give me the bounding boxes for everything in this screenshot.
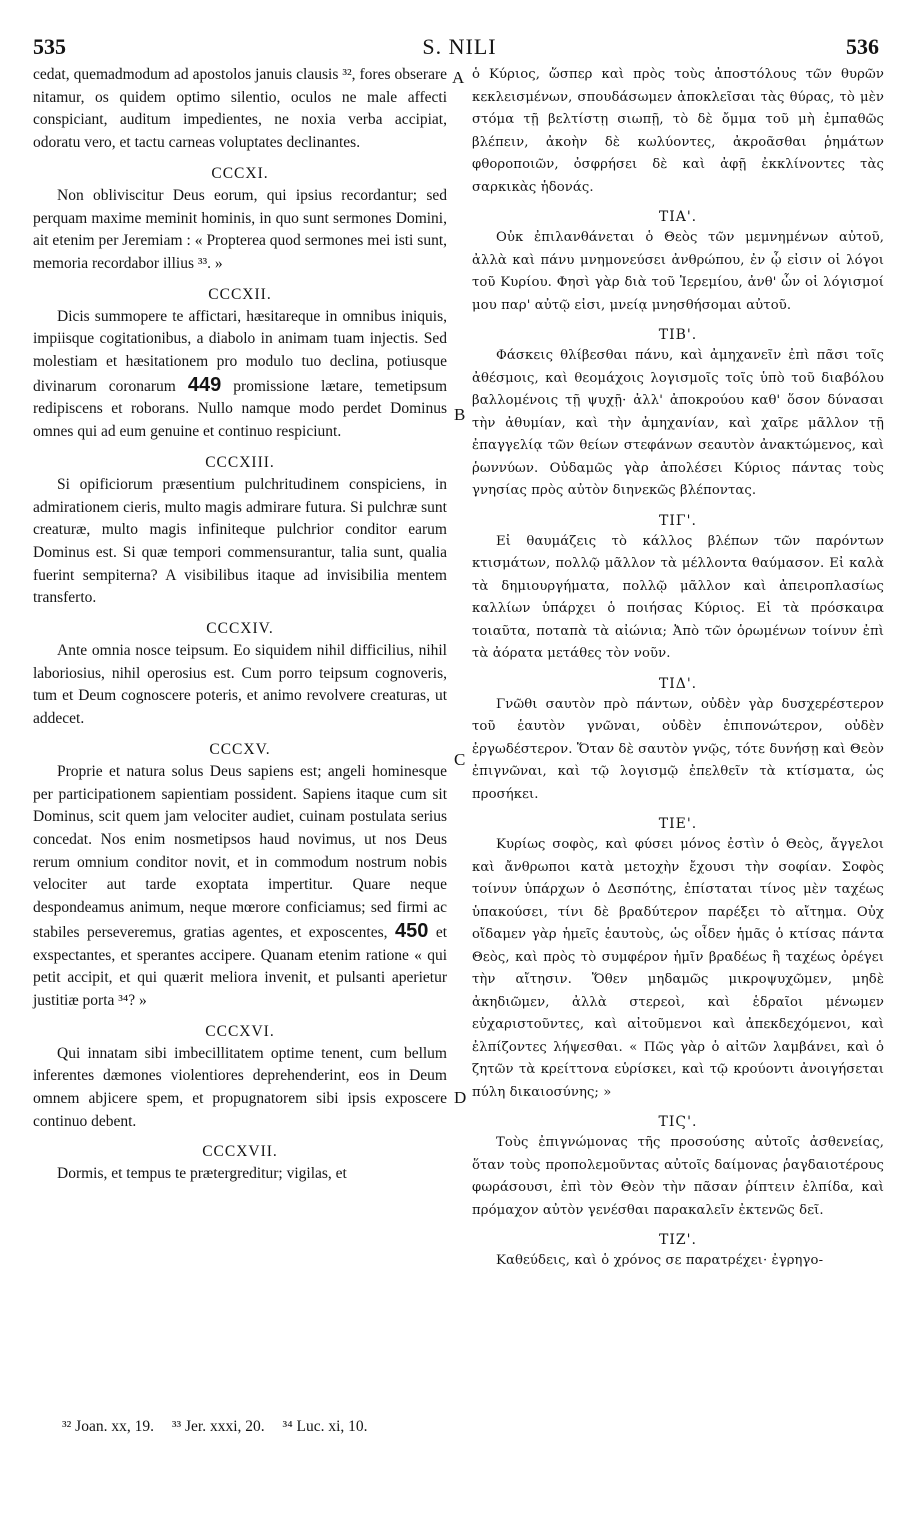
page-header [0,0,919,64]
greek-heading-314: ΤΙΔ'. [658,675,698,692]
latin-text-312-b: promissione lætare, temetipsum redipiscens et roborans. Nullo namque modo perdet Dominus omnes qui ad eum genuine et continuo respiciunt. [33,377,447,441]
margin-marker-b: B [454,405,466,424]
latin-text-315 [33,761,447,1013]
greek-heading-315: ΤΙΕ'. [658,816,698,832]
latin-text-312-a: Dicis summopere te affictari, hæsitareque in omnibus iniquis, impiisque cogitationibus, a diabolo in animam tuam injectis. Sed molestiam et hæsitationem pro modulo tuo declina, potiusque divinarum coronarum [33,307,447,395]
latin-heading-311: CCCXI. [211,164,269,182]
page-number-right: 536 [846,34,879,59]
margin-marker-a: A [452,68,465,87]
margin-marker-d: D [454,1088,467,1107]
greek-text-316: Τοὺς ἐπιγνώμονας τῆς προσούσης αὐτοῖς ἀσθενείας, ὅταν τοὺς προπολεμοῦντας αὐτοῖς δαίμονας ῥαγδαιοτέρους φωράσουσι, ἐπὶ τὸν Θεὸν τὴν πᾶσαν ῥίπτειν ἐλπίδα, καὶ πρόμαχον αὐτὸν γενέσθαι παρακαλεῖν ἐκτενῶς δεῖ. [472,1135,884,1218]
latin-text-313: Si opificiorum præsentium pulchritudinem conspiciens, in admirationem cieris, multo magis admirare futura. Si pulchræ sunt creaturæ, multo magis infiniteque pulchrior conditor earum Dominus est. Si quæ tempori commensurantur, talia sunt, qualia fuerint sempiterna? A visibilibus itaque ad invisibilia mentem transferto. [33,475,447,607]
greek-heading-317: ΤΙΖ'. [659,1232,697,1248]
latin-heading-316: CCCXVI. [205,1022,275,1040]
latin-text-317: Dormis, et tempus te prætergreditur; vigilas, et [57,1165,347,1183]
latin-heading-317: CCCXVII. [202,1143,278,1161]
greek-heading-316: ΤΙϚ'. [658,1114,698,1130]
greek-text-313: Εἰ θαυμάζεις τὸ κάλλος βλέπων τῶν παρόντων κτισμάτων, πολλῷ μᾶλλον τὰ μέλλοντα θαύμασον. Εἰ καλὰ τὰ δημιουργήματα, πολλῷ μᾶλλον καὶ ἀπειροπλασίως καλλίων ὑπάρχει ὁ ποιήσας Κύριος. Εἰ τὰ πρόσκαιρα τοιαῦτα, ποταπὰ τὰ αἰώνια; Ἀπὸ τῶν ὁρωμένων τοίνυν ἐπὶ τὰ ἀόρατα μετάθες τὸν νοῦν. [472,533,884,661]
running-title: S. NILI [422,34,497,59]
greek-text-312: Φάσκεις θλίβεσθαι πάνυ, καὶ ἀμηχανεῖν ἐπὶ πᾶσι τοῖς ἀθέσμοις, καὶ θεομάχοις λογισμοῖς τοῖς ὑπὸ τοῦ διαβόλου βαλλομένοις τῇ ψυχῇ· ἀλλ' ἀποκρούου καθ' ὅσον δύνασαι τὴν ἀθυμίαν, καὶ τὴν ἀμηχανίαν, καὶ χαῖρε μᾶλλον τῇ ἐπαγγελίᾳ τῶν θείων στεφάνων σεαυτὸν ἀνακτώμενος, καὶ ῥωννύων. Οὐδαμῶς γὰρ ἀπολέσει Κύριος πάντας τοὺς γνησίας πρὸς αὐτὸν διηνεκῶς βλέποντας. [472,348,884,498]
greek-heading-312: ΤΙΒ'. [658,327,698,343]
latin-heading-314: CCCXIV. [206,620,274,638]
latin-text-316: Qui innatam sibi imbecillitatem optime tenent, cum bellum inferentes dæmones violentiores deprehenderint, eos in Deum omnem abjicere spem, et propugnatorem sibi ipsis exposcere continuo debent. [33,1044,447,1130]
greek-heading-313: ΤΙΓ'. [659,512,697,529]
latin-text-314: Ante omnia nosce teipsum. Eo siquidem nihil difficilius, nihil laboriosius, nihil operosius est. Cum porro teipsum cognoveris, tum et Deum cognoscere poteris, et animo revolvere creaturas, ut addecet. [33,642,447,728]
latin-text-315-b: et exspectantes, et sperantes accipere. Quanam etenim ratione « qui petit accipit, et qui quærit meliora invenit, et pulsanti aperietur justitiæ porta ³⁴? » [33,923,448,1009]
greek-text-317: Καθεύδεις, καὶ ὁ χρόνος σε παρατρέχει· ἐγρηγο- [496,1253,824,1268]
greek-column [472,64,884,1273]
latin-intro: cedat, quemadmodum ad apostolos januis clausis ³², fores obserare nitamur, os quidem optimo silentio, oculos ne male affecti conspiciant, auditum impedientes, ne noxia verba accipiat, odoratu vero, et tactu carneas voluptates declinantes. [33,66,447,152]
latin-heading-312: CCCXII. [208,285,272,303]
page-number-left: 535 [33,34,66,59]
greek-intro: ὁ Κύριος, ὥσπερ καὶ πρὸς τοὺς ἀποστόλους τῶν θυρῶν κεκλεισμένων, σπουδάσωμεν ἀποκλεῖσαι τὰς θύρας, τὸ μὲν στόμα τῇ βελτίστῃ σιωπῇ, τὸ δὲ ὄμμα τοῦ μὴ ἐμπαθῶς βλέπειν, ἀκοὴν δὲ κωλύοντες, ἀκροᾶσθαι ῥημάτων φθοροποιῶν, ὀσφρήσει δὲ καὶ ἀφῇ ἐκκλίνοντες τὰς σαρκικὰς ἡδονάς. [472,67,884,195]
greek-text-315: Κυρίως σοφὸς, καὶ φύσει μόνος ἐστὶν ὁ Θεὸς, ἄγγελοι καὶ ἄνθρωποι κατὰ μετοχὴν ἔχουσι τὴν σοφίαν. Σοφὸς τοίνυν ὑπάρχων ὁ Δεσπότης, ἐπίσταται τίνος μὲν ταχέως ὑπακούσει, τίνι δὲ βραδύτερον παρέξει τὸ αἴτημα. Οὐχ οἴδαμεν γὰρ ἡμεῖς ἑαυτοὺς, ὡς οἶδεν ἡμᾶς ὁ κτίσας πάντα Θεὸς, καὶ πρὸς τὸ συμφέρον ἡμῖν βραδέως ἢ ταχέως ὀρέγει τὴν αἴτησιν. Ὅθεν μηδαμῶς μικροψυχῶμεν, μηδὲ ἀκηδιῶμεν, ἀλλὰ στερεοὶ, καὶ ἑδραῖοι μένωμεν εὐχαριστοῦντες, καὶ αἰτοῦμενοι καὶ ἀπεκδεχόμενοι, καὶ ἐλπίζοντες λήψεσθαι. « Πῶς γὰρ ὁ αἰτῶν λαμβάνει, καὶ ὁ ζητῶν τὰ κρείττονα εὑρίσκει, καὶ τῷ κρούοντι ἀνοιγήσεται πύλη δικαιοσύνης; » [472,837,884,1100]
footnote-33: ³³ Jer. xxxi, 20. [171,1418,265,1435]
edition-page-mark-450: 450 [394,919,429,942]
greek-heading-311: ΤΙΑ'. [658,209,698,225]
edition-page-mark-449: 449 [187,373,222,396]
footnote-32: ³² Joan. xx, 19. [62,1418,154,1435]
margin-marker-c: C [454,750,466,769]
latin-column [33,64,447,1186]
footnotes [62,1418,462,1436]
latin-heading-315: CCCXV. [209,740,271,758]
latin-text-315-a: Proprie et natura solus Deus sapiens est; angeli hominesque per participationem sapientiam possident. Sapiens itaque cum sit Dominus, scit quem jam velociter audiet, cuinam postulata serius concedat. Nos enim nosmetipsos haud novimus, ut nos Deus rerum omnium conditor novit, et in commodum nostrum nobis velociter aut tarde exoptata impertitur. Quare neque despondeamus animum, neque mœrore conficiamus; sed firmi ac stabiles perseveremus, gratias agentes, et exposcentes, [33,762,447,941]
greek-text-311: Οὐκ ἐπιλανθάνεται ὁ Θεὸς τῶν μεμνημένων αὐτοῦ, ἀλλὰ καὶ πάνυ μνημονεύσει ἀνθρώπου, ἐν ᾧ εἰσιν οἱ λόγοι τοῦ Κυρίου. Φησὶ γὰρ διὰ τοῦ Ἱερεμίου, ἀνθ' ὧν οἱ λόγισμοί μου παρ' αὐτῷ εἰσι, μνείᾳ μνησθήσομαι αὐτοῦ. [472,230,884,313]
latin-text-312 [33,306,447,444]
latin-text-311: Non obliviscitur Deus eorum, qui ipsius recordantur; sed perquam maxime meminit hominis, in quo sunt sermones Domini, ait etenim per Jeremiam : « Propterea quod sermones mei isti sunt, memoria recordabor illius ³³. » [33,186,447,272]
latin-heading-313: CCCXIII. [205,453,275,471]
greek-text-314: Γνῶθι σαυτὸν πρὸ πάντων, οὐδὲν γὰρ δυσχερέστερον τοῦ ἑαυτὸν γνῶναι, οὐδὲν ἐπιπονώτερον, οὐδὲν ἐργωδέστερον. Ὅταν δὲ σαυτὸν γνῷς, τότε δυνήσῃ καὶ Θεὸν ἐπιγνῶναι, καὶ τῷ λογισμῷ ἐπελθεῖν τὰ κτίσματα, ὡς προσήκει. [472,696,884,802]
footnote-34: ³⁴ Luc. xi, 10. [282,1418,368,1435]
